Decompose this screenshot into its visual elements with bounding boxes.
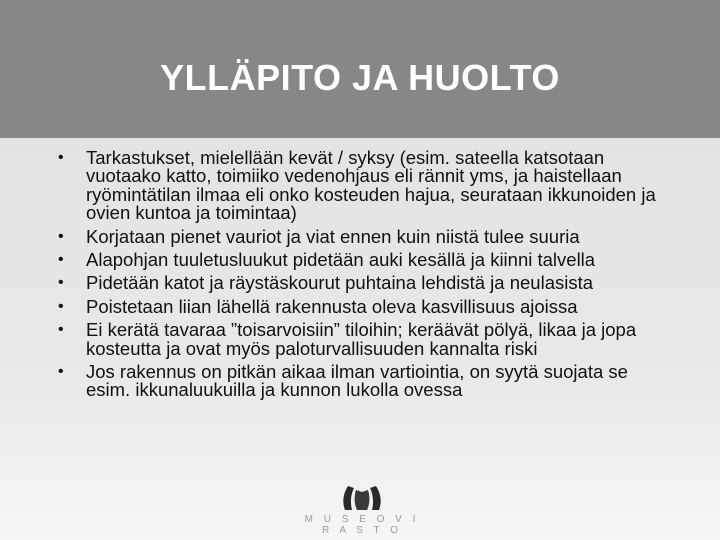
- bullet-item: [58, 225, 668, 247]
- bullet-dot-icon: •: [58, 297, 64, 315]
- bullet-text: Tarkastukset, mielellään kevät / syksy (esim. sateella katsotaan vuotaako katto, toimiiko vedenohjaus eli rännit yms, ja haistellaan ryömintätilan ilmaa eli onko kosteuden hajua, seurataan ikkunoiden ja ovien kuntoa ja toimintaa): [86, 147, 656, 224]
- bullet-dot-icon: •: [58, 149, 64, 166]
- bullet-text: Korjataan pienet vauriot ja viat ennen kuin niistä tulee suuria: [86, 225, 580, 247]
- bullet-text: Ei kerätä tavaraa ”toisarvoisiin” tiloihin; keräävät pölyä, likaa ja jopa kosteutta ja ovat myös paloturvallisuuden kannalta riski: [86, 319, 637, 359]
- bullet-item: [58, 274, 668, 292]
- bullet-item: [58, 295, 668, 317]
- bullet-text: Alapohjan tuuletusluukut pidetään auki kesällä ja kiinni talvella: [86, 249, 596, 271]
- title-bar: [0, 0, 720, 138]
- bullet-text: Pidetään katot ja räystäskourut puhtaina lehdistä ja neulasista: [86, 272, 594, 294]
- bullet-dot-icon: •: [58, 321, 64, 339]
- bullet-dot-icon: •: [58, 274, 64, 292]
- logo-text: M U S E O V I R A S T O: [304, 514, 420, 536]
- bullet-text: Jos rakennus on pitkän aikaa ilman vartiointia, on syytä suojata se esim. ikkunaluukuilla ja kunnon lukolla ovessa: [86, 361, 628, 401]
- bullet-dot-icon: •: [58, 251, 64, 269]
- slide-title: YLLÄPITO JA HUOLTO: [160, 57, 560, 98]
- bullet-item: [58, 149, 668, 223]
- bullet-item: [58, 321, 668, 358]
- bullet-text: Poistetaan liian lähellä rakennusta oleva kasvillisuus ajoissa: [86, 295, 578, 317]
- bullet-item: [58, 251, 668, 269]
- bullet-list: [58, 149, 668, 405]
- bullet-dot-icon: •: [58, 363, 64, 381]
- bullet-dot-icon: •: [58, 227, 64, 245]
- bullet-item: [58, 363, 668, 400]
